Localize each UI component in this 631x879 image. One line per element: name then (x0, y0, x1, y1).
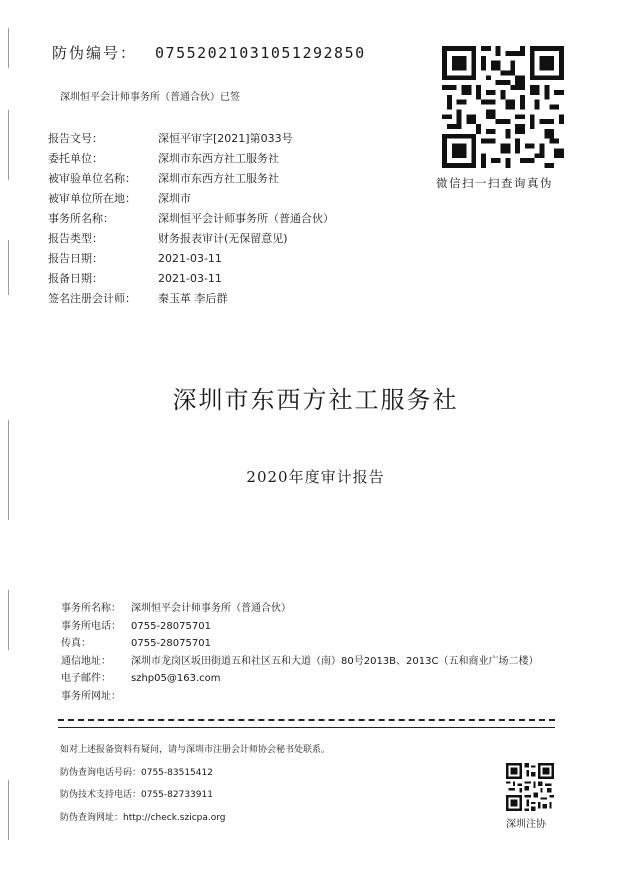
firm-email-value: szhp05@163.com (131, 673, 221, 684)
firm-info-row (61, 635, 538, 653)
report-info-row (48, 249, 334, 269)
firm-info-row (61, 600, 538, 618)
report-info-row (48, 289, 334, 309)
report-info-row (48, 189, 334, 209)
firm-phone-label: 事务所电话： (61, 620, 121, 632)
verification-qr-code-icon[interactable] (442, 46, 564, 168)
firm-info-row (61, 618, 538, 636)
firm-contact-block (61, 600, 538, 705)
report-number-label: 报告文号： (48, 132, 103, 145)
report-info-row (48, 229, 334, 249)
firm-name-label: 事务所名称： (48, 212, 114, 225)
audited-entity-value: 深圳市东西方社工服务社 (158, 172, 279, 185)
signed-note: 深圳恒平会计师事务所（普通合伙）已签 (60, 92, 240, 103)
report-date-value: 2021-03-11 (158, 252, 222, 265)
firm-website-label: 事务所网址： (61, 690, 121, 702)
firm-name-value: 深圳恒平会计师事务所（普通合伙） (131, 603, 291, 614)
report-info-row (48, 269, 334, 289)
association-qr-code-icon[interactable] (506, 763, 554, 811)
anti-counterfeit-code: 07552021031051292850 (155, 44, 366, 62)
firm-fax-label: 传真： (61, 638, 91, 649)
signing-cpa-value: 秦玉革 李后群 (158, 292, 228, 305)
qr-caption: 微信扫一扫查询真伪 (436, 176, 553, 190)
report-info-row (48, 169, 334, 189)
notice-line: 防伪查询网址：http://check.szicpa.org (60, 812, 226, 823)
association-caption: 深圳注协 (506, 819, 546, 830)
report-number-value: 深恒平审字[2021]第033号 (158, 132, 293, 145)
notice-line: 防伪技术支持电话：0755-82733911 (60, 790, 213, 800)
solid-divider (58, 727, 555, 728)
report-info-block (48, 129, 334, 309)
report-type-label: 报告类型： (48, 232, 103, 245)
firm-address-value: 深圳市龙岗区坂田街道五和社区五和大道（南）80号2013B、2013C（五和商业广场二楼） (131, 655, 539, 667)
firm-info-row (61, 688, 538, 706)
notice-line: 如对上述报备资料有疑问，请与深圳市注册会计师协会秘书处联系。 (60, 745, 331, 755)
report-type-value: 财务报表审计(无保留意见) (158, 232, 288, 245)
signing-cpa-label: 签名注册会计师： (48, 292, 136, 305)
report-info-row (48, 149, 334, 169)
anti-counterfeit-number (52, 42, 366, 63)
report-info-row (48, 209, 334, 229)
firm-info-row (61, 670, 538, 688)
firm-email-label: 电子邮件： (61, 673, 111, 684)
scan-edge-mark (8, 240, 9, 295)
filing-date-value: 2021-03-11 (158, 272, 222, 285)
firm-name-value: 深圳恒平会计师事务所（普通合伙） (158, 212, 334, 225)
firm-phone-value: 0755-28075701 (131, 620, 211, 632)
filing-date-label: 报备日期： (48, 272, 103, 285)
scan-edge-mark (8, 780, 9, 840)
report-info-row (48, 129, 334, 149)
main-title: 深圳市东西方社工服务社 (172, 386, 459, 414)
dashed-divider (58, 719, 555, 721)
report-date-label: 报告日期： (48, 252, 103, 265)
notice-line: 防伪查询电话号码：0755-83515412 (60, 767, 213, 778)
scan-edge-mark (8, 590, 9, 650)
anti-counterfeit-label: 防伪编号： (52, 44, 138, 62)
firm-address-label: 通信地址： (61, 655, 111, 667)
client-value: 深圳市东西方社工服务社 (158, 152, 279, 165)
scan-edge-mark (8, 110, 9, 180)
firm-name-label: 事务所名称： (61, 603, 121, 614)
scan-edge-mark (8, 28, 9, 68)
firm-fax-value: 0755-28075701 (131, 638, 211, 649)
entity-location-value: 深圳市 (158, 192, 191, 205)
firm-info-row (61, 653, 538, 671)
client-label: 委托单位： (48, 152, 103, 165)
entity-location-label: 被审单位所在地： (48, 192, 136, 205)
sub-title: 2020年度审计报告 (246, 468, 385, 486)
audited-entity-label: 被审验单位名称： (48, 172, 136, 185)
verification-notice (60, 739, 330, 829)
